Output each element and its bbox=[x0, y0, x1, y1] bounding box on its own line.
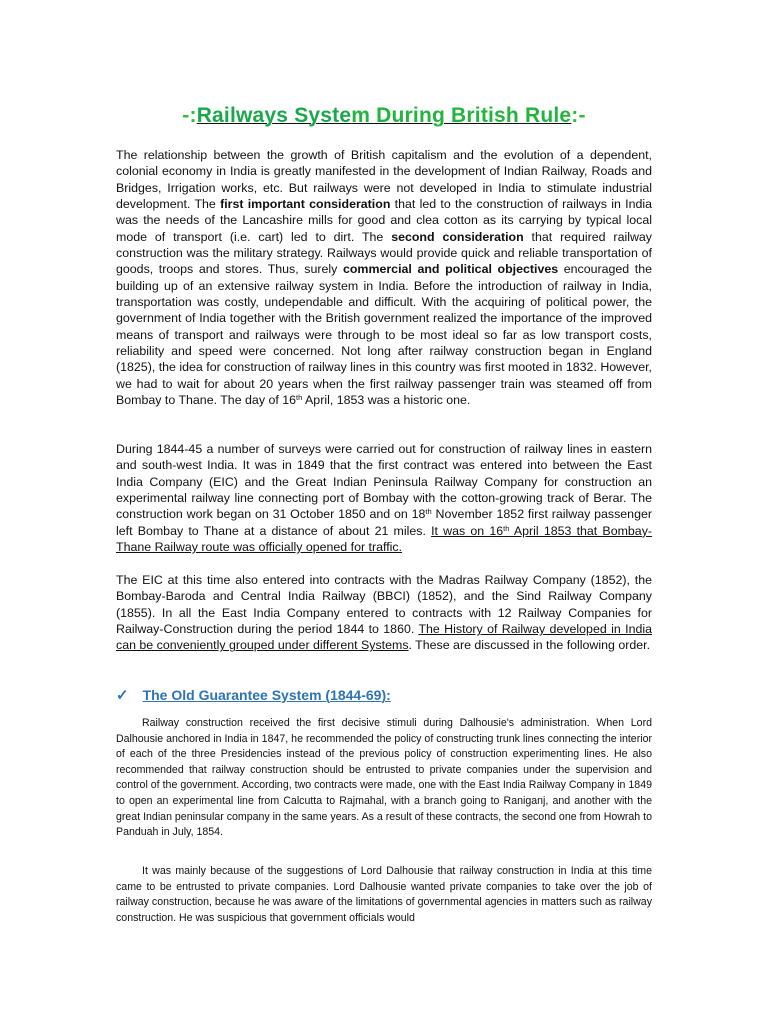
underlined-history-text: The History of Railway developed in India can be conveniently grouped under different Systems bbox=[116, 622, 652, 653]
text-run: that led to the construction of railways in India was the needs of the Lancashire mills for good and clea cotton as its carrying by typical local mode of transport (i.e. cart) led to dirt. The bbox=[116, 197, 652, 244]
text-run: April 1853 that Bombay-Thane Railway route was officially opened for traffic. bbox=[116, 523, 653, 555]
checkmark-icon: ✓ bbox=[116, 687, 129, 704]
text-run: During 1844-45 a number of surveys were carried out for construction of railway lines in eastern and south-west India. It was in 1849 that the first contract was entered into between the East India Company (EIC) and the Great Indian Peninsula Railway Company for construction an experimental railway line connecting port of Bombay with the cotton-growing track of Berar. The construction work began on 31 October 1850 and on 18 bbox=[116, 442, 652, 522]
title-main bbox=[197, 104, 572, 127]
paragraph-dalhousie: Railway construction received the first decisive stimuli during Dalhousie's administration. When Lord Dalhousie anchored in India in 1847, he recommended the policy of constructing trunk lines connecting the interior of each of the three Presidencies instead of the previous policy of construction experimenting lines. He also recommended that railway construction should be entrusted to private companies under the supervision and control of the government. According, two contracts were made, one with the East India Railway Company in 1849 to open an experimental line from Calcutta to Rajmahal, with a branch going to Raniganj, and another with the great Indian peninsular company in the same years. As a result of these contracts, the second one from Howrah to Panduah in July, 1854. bbox=[116, 717, 652, 839]
section-heading-row bbox=[116, 684, 391, 706]
page-title bbox=[0, 104, 768, 128]
text-run: The relationship between the growth of British capitalism and the evolution of a dependent, colonial economy in India is greatly manifested in the development of Indian Railway, Roads and Bridges, Irrigation works, etc. But railways were not developed in India to stimulate industrial development. The bbox=[116, 148, 652, 212]
title-part-1: Railways Syste bbox=[196, 104, 352, 127]
superscript: th bbox=[425, 507, 432, 517]
section-heading: The Old Guarantee System (1844-69): bbox=[142, 687, 391, 703]
paragraph-intro bbox=[116, 147, 652, 409]
paragraph-contracts bbox=[116, 572, 652, 654]
bold-objectives: commercial and political objectives bbox=[342, 262, 559, 277]
text-run: November 1852 first railway passenger left Bombay to Thane at a distance of about 21 miles. bbox=[116, 507, 652, 538]
text-run: encouraged the building up of an extensive railway system in India. Before the introduction of railway in India, transportation was costly, undependable and difficult. With the acquiring of political power, the government of India together with the British government realized the importance of the improved means of transport and railways were through to be most ideal so far as low transport costs, reliability and speed were concerned. Not long after railway construction began in England (1825), the idea for construction of railway lines in this country was first mooted in 1832. However, we had to wait for about 20 years when the first railway passenger train was steamed off from Bombay to Thane. The day of 16 bbox=[116, 262, 653, 408]
title-dash-left: -: bbox=[182, 104, 197, 127]
title-part-2: m During British Rule bbox=[351, 104, 572, 127]
bold-first-consideration: first important consideration bbox=[220, 197, 391, 212]
title-dash-right: :- bbox=[571, 104, 586, 127]
text-run: . These are discussed in the following order. bbox=[408, 638, 651, 653]
paragraph-surveys bbox=[116, 441, 652, 555]
paragraph-private-companies: It was mainly because of the suggestions of Lord Dalhousie that railway construction in India at this time came to be entrusted to private companies. Lord Dalhousie wanted private companies to take over the job of railway construction, because he was aware of the limitations of governmental agencies in matters such as railway construction. He was suspicious that government officials would bbox=[116, 865, 652, 924]
superscript: th bbox=[503, 523, 510, 533]
text-run: It was on 16 bbox=[431, 523, 504, 538]
bold-second-consideration: second consideration bbox=[391, 229, 524, 244]
text-run: The EIC at this time also entered into contracts with the Madras Railway Company (1852), the Bombay-Baroda and Central India Railway (BBCI) (1852), and the Sind Railway Company (1855). In all the East India Company entered to contracts with 12 Railway Companies for Railway-Construction during the period 1844 to 1860. bbox=[116, 573, 652, 637]
text-run: that required railway construction was the military strategy. Railways would provide quick and reliable transportation of goods, troops and stores. Thus, surely bbox=[116, 229, 652, 277]
superscript: th bbox=[296, 393, 303, 403]
text-run: April, 1853 was a historic one. bbox=[302, 393, 471, 408]
